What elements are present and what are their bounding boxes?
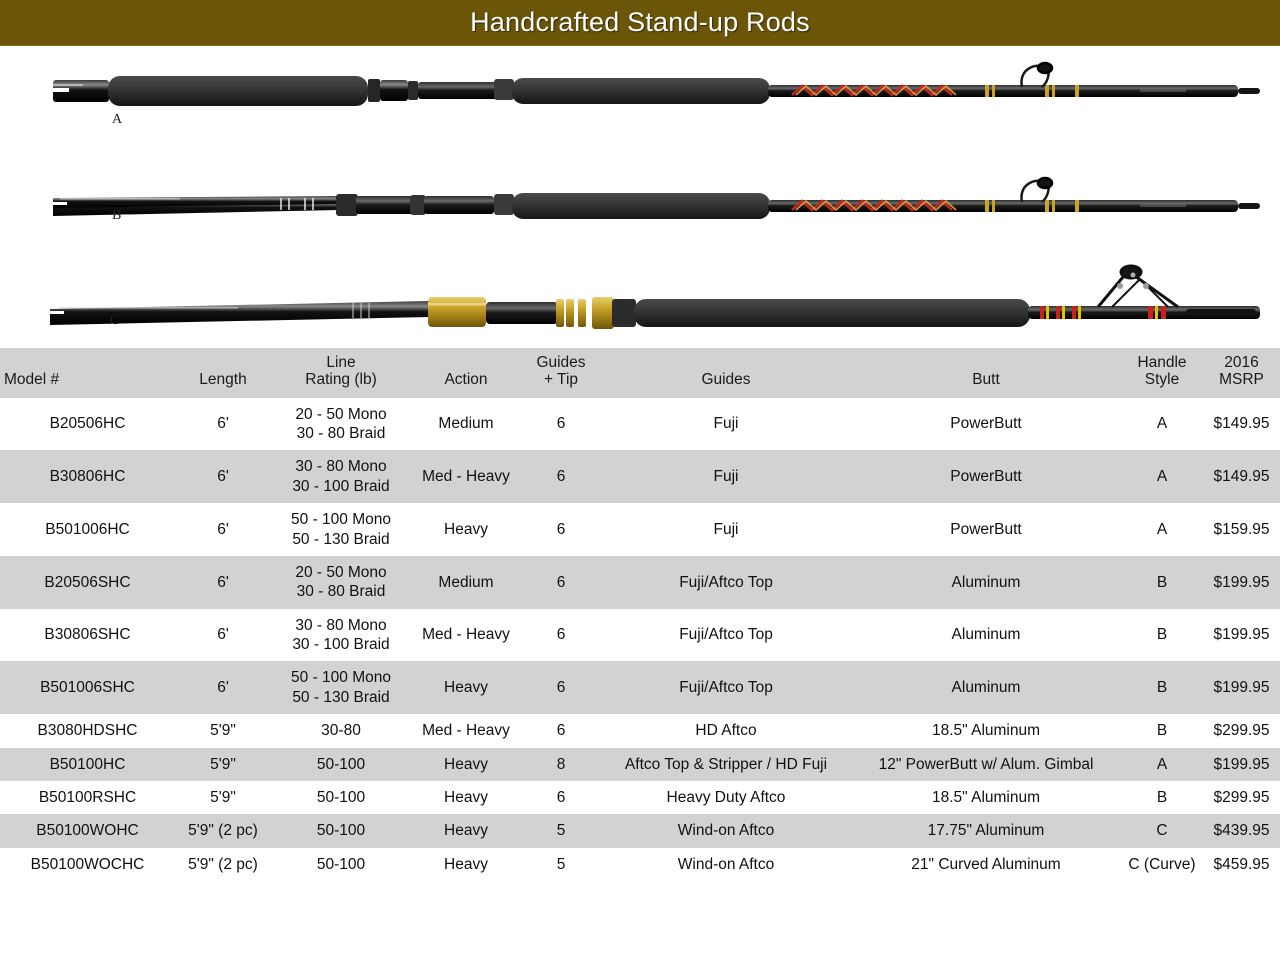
cell-msrp: $199.95 (1203, 556, 1280, 609)
cell-handle-style: B (1121, 714, 1203, 747)
cell-length: 6' (175, 503, 271, 556)
cell-msrp: $149.95 (1203, 450, 1280, 503)
table-row[interactable] (0, 661, 1280, 714)
cell-model: B3080HDSHC (0, 714, 175, 747)
cell-guides: Wind-on Aftco (601, 848, 851, 881)
cell-msrp: $159.95 (1203, 503, 1280, 556)
cell-length: 5'9" (175, 748, 271, 781)
cell-butt: 17.75" Aluminum (851, 814, 1121, 847)
cell-length: 6' (175, 609, 271, 662)
page-title: Handcrafted Stand-up Rods (470, 7, 810, 37)
cell-line-rating: 30 - 80 Mono 30 - 100 Braid (271, 450, 411, 503)
cell-guides-tip: 6 (521, 556, 601, 609)
cell-action: Heavy (411, 503, 521, 556)
rod-image-a (0, 54, 1280, 144)
cell-line-rating: 50-100 (271, 781, 411, 814)
cell-action: Heavy (411, 781, 521, 814)
cell-length: 5'9" (175, 781, 271, 814)
cell-length: 6' (175, 661, 271, 714)
cell-action: Heavy (411, 661, 521, 714)
rod-label-a: A (112, 112, 123, 127)
cell-handle-style: A (1121, 503, 1203, 556)
column-header-action: Action (411, 348, 521, 398)
cell-guides-tip: 6 (521, 503, 601, 556)
table-row[interactable] (0, 814, 1280, 847)
cell-action: Heavy (411, 814, 521, 847)
brass-rings (556, 297, 614, 329)
rod-label-b: B (112, 208, 122, 223)
cell-butt: Aluminum (851, 661, 1121, 714)
cell-butt: 12" PowerButt w/ Alum. Gimbal (851, 748, 1121, 781)
cell-msrp: $199.95 (1203, 609, 1280, 662)
cell-guides: Fuji/Aftco Top (601, 661, 851, 714)
cell-butt: PowerButt (851, 450, 1121, 503)
rod-image-b (0, 146, 1280, 236)
rod-guide-a (1021, 63, 1052, 87)
cell-guides-tip: 5 (521, 814, 601, 847)
cell-guides: Heavy Duty Aftco (601, 781, 851, 814)
cell-guides: Fuji (601, 503, 851, 556)
cell-model: B50100RSHC (0, 781, 175, 814)
column-header-msrp: 2016 MSRP (1203, 348, 1280, 398)
cell-action: Med - Heavy (411, 714, 521, 747)
roller-guide-c (1098, 266, 1178, 307)
cell-butt: 21" Curved Aluminum (851, 848, 1121, 881)
cell-action: Medium (411, 398, 521, 451)
cell-guides: Fuji/Aftco Top (601, 556, 851, 609)
cell-butt: PowerButt (851, 398, 1121, 451)
column-header-model: Model # (0, 348, 175, 398)
cell-msrp: $199.95 (1203, 748, 1280, 781)
cell-handle-style: A (1121, 450, 1203, 503)
table-row[interactable] (0, 398, 1280, 451)
spec-table-wrapper (0, 348, 1280, 881)
cell-guides-tip: 5 (521, 848, 601, 881)
cell-handle-style: A (1121, 398, 1203, 451)
cell-handle-style: B (1121, 781, 1203, 814)
cell-guides: Fuji (601, 450, 851, 503)
column-header-butt: Butt (851, 348, 1121, 398)
cell-line-rating: 50 - 100 Mono 50 - 130 Braid (271, 661, 411, 714)
table-row[interactable] (0, 450, 1280, 503)
cell-guides-tip: 6 (521, 781, 601, 814)
spec-table-head (0, 348, 1280, 398)
cell-butt: 18.5" Aluminum (851, 714, 1121, 747)
rod-a-graphic (0, 54, 1280, 144)
cell-handle-style: B (1121, 609, 1203, 662)
cell-msrp: $199.95 (1203, 661, 1280, 714)
cell-msrp: $299.95 (1203, 714, 1280, 747)
cell-guides: Wind-on Aftco (601, 814, 851, 847)
table-row[interactable] (0, 556, 1280, 609)
cell-model: B50100WOCHC (0, 848, 175, 881)
cell-length: 5'9" (2 pc) (175, 848, 271, 881)
cell-butt: Aluminum (851, 556, 1121, 609)
cell-action: Heavy (411, 848, 521, 881)
cell-line-rating: 50-100 (271, 814, 411, 847)
cell-guides-tip: 6 (521, 450, 601, 503)
cell-model: B50100WOHC (0, 814, 175, 847)
page-banner (0, 0, 1280, 46)
rod-image-c (0, 241, 1280, 331)
cell-line-rating: 30 - 80 Mono 30 - 100 Braid (271, 609, 411, 662)
table-row[interactable] (0, 748, 1280, 781)
cell-action: Heavy (411, 748, 521, 781)
cell-msrp: $149.95 (1203, 398, 1280, 451)
cell-line-rating: 20 - 50 Mono 30 - 80 Braid (271, 398, 411, 451)
cell-line-rating: 50-100 (271, 748, 411, 781)
rod-guide-b (1021, 178, 1052, 202)
cell-length: 6' (175, 556, 271, 609)
cell-length: 6' (175, 450, 271, 503)
cell-action: Medium (411, 556, 521, 609)
cell-guides: HD Aftco (601, 714, 851, 747)
cell-line-rating: 20 - 50 Mono 30 - 80 Braid (271, 556, 411, 609)
cell-model: B20506SHC (0, 556, 175, 609)
rod-spec-table (0, 348, 1280, 881)
cell-line-rating: 30-80 (271, 714, 411, 747)
cell-handle-style: B (1121, 661, 1203, 714)
cell-length: 5'9" (175, 714, 271, 747)
rod-illustrations (0, 46, 1280, 346)
cell-model: B30806SHC (0, 609, 175, 662)
cell-model: B50100HC (0, 748, 175, 781)
cell-guides-tip: 6 (521, 714, 601, 747)
table-row[interactable] (0, 714, 1280, 747)
table-row[interactable] (0, 503, 1280, 556)
rod-c-graphic (0, 241, 1280, 341)
cell-guides: Fuji/Aftco Top (601, 609, 851, 662)
cell-handle-style: C (1121, 814, 1203, 847)
cell-guides-tip: 8 (521, 748, 601, 781)
cell-line-rating: 50 - 100 Mono 50 - 130 Braid (271, 503, 411, 556)
cell-msrp: $459.95 (1203, 848, 1280, 881)
cell-model: B501006SHC (0, 661, 175, 714)
cell-msrp: $299.95 (1203, 781, 1280, 814)
cell-handle-style: B (1121, 556, 1203, 609)
cell-butt: PowerButt (851, 503, 1121, 556)
cell-action: Med - Heavy (411, 609, 521, 662)
cell-model: B20506HC (0, 398, 175, 451)
cell-guides-tip: 6 (521, 661, 601, 714)
table-row[interactable] (0, 609, 1280, 662)
cell-guides-tip: 6 (521, 609, 601, 662)
cell-guides: Fuji (601, 398, 851, 451)
cell-handle-style: A (1121, 748, 1203, 781)
column-header-line-rating: Line Rating (lb) (271, 348, 411, 398)
cell-butt: 18.5" Aluminum (851, 781, 1121, 814)
table-row[interactable] (0, 781, 1280, 814)
spec-table-header-row (0, 348, 1280, 398)
column-header-guides: Guides (601, 348, 851, 398)
spec-table-body (0, 398, 1280, 881)
table-row[interactable] (0, 848, 1280, 881)
column-header-handle-style: Handle Style (1121, 348, 1203, 398)
rod-label-c: C (110, 313, 120, 328)
cell-msrp: $439.95 (1203, 814, 1280, 847)
cell-butt: Aluminum (851, 609, 1121, 662)
cell-guides-tip: 6 (521, 398, 601, 451)
cell-handle-style: C (Curve) (1121, 848, 1203, 881)
cell-model: B30806HC (0, 450, 175, 503)
column-header-guides-tip: Guides + Tip (521, 348, 601, 398)
brass-collar-large (428, 297, 486, 327)
cell-model: B501006HC (0, 503, 175, 556)
cell-length: 5'9" (2 pc) (175, 814, 271, 847)
cell-action: Med - Heavy (411, 450, 521, 503)
cell-guides: Aftco Top & Stripper / HD Fuji (601, 748, 851, 781)
cell-line-rating: 50-100 (271, 848, 411, 881)
cell-length: 6' (175, 398, 271, 451)
column-header-length: Length (175, 348, 271, 398)
rod-b-graphic (0, 146, 1280, 236)
